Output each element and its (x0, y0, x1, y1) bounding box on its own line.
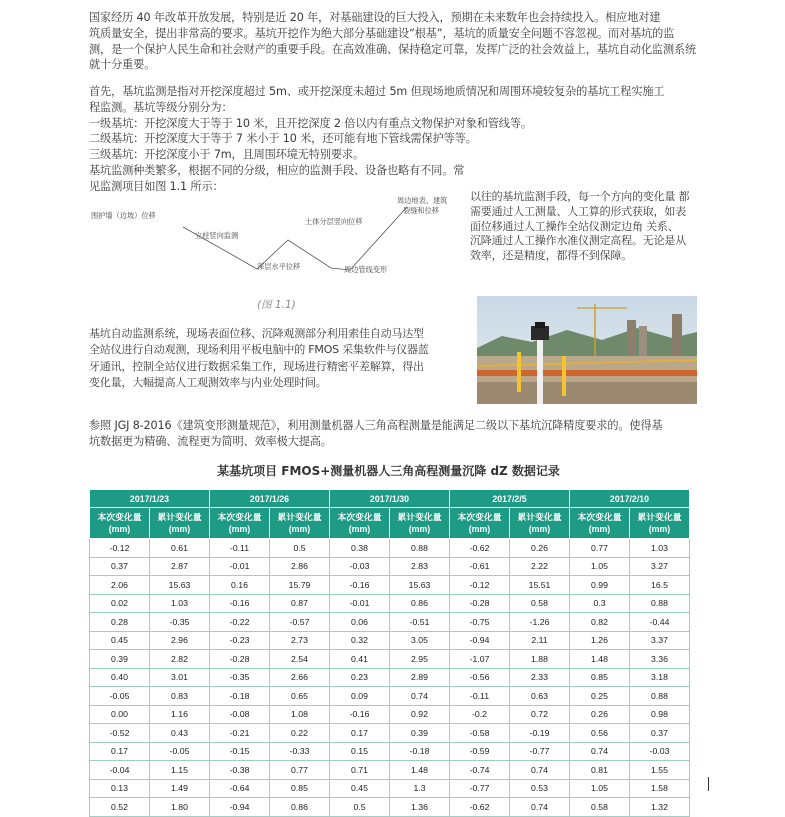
table-cell: 0.5 (330, 798, 390, 817)
table-cell: -0.01 (210, 557, 270, 576)
table-cell: 0.52 (90, 798, 150, 817)
table-cell: -0.58 (450, 724, 510, 743)
text-line: 见监测项目如图 1.1 所示： (89, 179, 224, 193)
table-cell: -0.52 (90, 724, 150, 743)
text-line: 基坑自动监测系统，现场表面位移、沉降观测部分利用索佳自动马达型 (89, 327, 424, 340)
table-cell: 1.03 (630, 539, 690, 558)
table-cell: 0.39 (390, 724, 450, 743)
text-line: 二级基坑：开挖深度大于等于 7 米小于 10 米，还可能有地下管线需保护等等。 (89, 132, 477, 146)
table-cell: 3.36 (630, 650, 690, 669)
column-header-change: 本次变化量 (mm) (210, 508, 270, 539)
table-cell: 1.3 (390, 779, 450, 798)
construction-site-photo (477, 296, 697, 404)
column-header-cumulative: 累计变化量 (mm) (390, 508, 450, 539)
table-row (90, 539, 690, 558)
table-cell: -0.18 (390, 742, 450, 761)
table-cell: 0.83 (150, 687, 210, 706)
table-cell: -0.62 (450, 539, 510, 558)
text-line: 测，是一个保护人民生命和社会财产的重要手段。在高效准确、保持稳定可靠，发挥广泛的社会效益上，基坑自动化监测系统 (89, 42, 697, 56)
table-cell: -0.62 (450, 798, 510, 817)
table-cell: 0.58 (570, 798, 630, 817)
settlement-data-table (89, 489, 690, 817)
text-line: 参照 JGJ 8-2016《建筑变形测量规范》，利用测量机器人三角高程测量是能满足二级以下基坑沉降精度要求的。使得基 (89, 419, 663, 432)
table-row (90, 557, 690, 576)
table-cell: -0.74 (450, 761, 510, 780)
table-cell: 0.43 (150, 724, 210, 743)
table-cell: -0.03 (330, 557, 390, 576)
table-cell: -0.21 (210, 724, 270, 743)
monitoring-diagram (88, 190, 468, 310)
table-cell: 2.89 (390, 668, 450, 687)
text-cursor (708, 777, 709, 791)
table-cell: 1.05 (570, 779, 630, 798)
table-cell: -0.16 (330, 705, 390, 724)
table-cell: -0.75 (450, 613, 510, 632)
table-cell: 2.66 (270, 668, 330, 687)
table-cell: 1.88 (510, 650, 570, 669)
table-cell: 15.51 (510, 576, 570, 595)
table-cell: 0.61 (150, 539, 210, 558)
text-line: 国家经历 40 年改革开放发展，特别是近 20 年，对基础建设的巨大投入，预期在未来数年也会持续投入。相应地对建 (89, 11, 661, 24)
text-line: 程监测。基坑等级分别分为： (89, 100, 233, 114)
table-cell: 0.40 (90, 668, 150, 687)
column-header-cumulative: 累计变化量 (mm) (150, 508, 210, 539)
diagram-label: 立柱竖向监测 (195, 231, 239, 240)
table-cell: 1.58 (630, 779, 690, 798)
table-cell: 0.28 (90, 613, 150, 632)
column-header-change: 本次变化量 (mm) (90, 508, 150, 539)
table-cell: -0.23 (210, 631, 270, 650)
date-header: 2017/1/26 (210, 490, 330, 508)
table-cell: 0.98 (630, 705, 690, 724)
date-header: 2017/1/23 (90, 490, 210, 508)
table-body (90, 539, 690, 817)
text-line: 首先，基坑监测是指对开挖深度超过 5m、或开挖深度未超过 5m 但现场地质情况和周围环境较复杂的基坑工程实施工 (89, 85, 665, 98)
table-cell: -0.64 (210, 779, 270, 798)
table-cell: 3.37 (630, 631, 690, 650)
table-cell: 0.77 (270, 761, 330, 780)
table-cell: 0.13 (90, 779, 150, 798)
table-cell: -0.18 (210, 687, 270, 706)
table-cell: -0.03 (630, 742, 690, 761)
column-header-change: 本次变化量 (mm) (570, 508, 630, 539)
table-cell: 0.65 (270, 687, 330, 706)
table-cell: -0.94 (210, 798, 270, 817)
date-header-row (90, 490, 690, 508)
table-cell: 0.45 (330, 779, 390, 798)
table-row (90, 631, 690, 650)
table-cell: 2.96 (150, 631, 210, 650)
table-cell: -0.51 (390, 613, 450, 632)
reference-paragraph (89, 418, 701, 450)
diagram-label: 裂缝和位移 (403, 206, 439, 215)
levels-paragraph (89, 84, 701, 195)
table-cell: 1.48 (390, 761, 450, 780)
column-header-cumulative: 累计变化量 (mm) (510, 508, 570, 539)
text-line: 以往的基坑监测手段，每一个方向的变化量 都 (470, 190, 690, 203)
table-cell: -0.01 (330, 594, 390, 613)
table-cell: -0.16 (210, 594, 270, 613)
diagram-label: 土体分层竖向位移 (305, 217, 363, 226)
table-cell: 0.86 (270, 798, 330, 817)
table-cell: 1.03 (150, 594, 210, 613)
table-cell: 0.58 (510, 594, 570, 613)
text-line: 需要通过人工测量、人工算的形式获取，如表 (470, 204, 686, 218)
table-cell: 2.87 (150, 557, 210, 576)
table-cell: -0.57 (270, 613, 330, 632)
table-cell: 2.83 (390, 557, 450, 576)
column-header-change: 本次变化量 (mm) (450, 508, 510, 539)
table-cell: -0.38 (210, 761, 270, 780)
table-cell: 2.82 (150, 650, 210, 669)
side-paragraph (470, 190, 715, 264)
table-cell: -0.56 (450, 668, 510, 687)
diagram-label: 周边地表、建筑 (397, 196, 448, 205)
table-cell: 0.37 (90, 557, 150, 576)
table-cell: -0.16 (330, 576, 390, 595)
table-cell: 0.99 (570, 576, 630, 595)
table-cell: -0.35 (210, 668, 270, 687)
table-cell: -0.35 (150, 613, 210, 632)
table-cell: -0.12 (90, 539, 150, 558)
table-row (90, 576, 690, 595)
table-cell: 15.63 (150, 576, 210, 595)
table-cell: 0.39 (90, 650, 150, 669)
column-header-row (90, 508, 690, 539)
table-row (90, 742, 690, 761)
text-line: 筑质量安全，提出非常高的要求。基坑开挖作为绝大部分基础建设“根基”，基坑的质量安全问题不容忽视。而对基坑的监 (89, 26, 675, 40)
column-header-cumulative: 累计变化量 (mm) (630, 508, 690, 539)
table-cell: 0.17 (90, 742, 150, 761)
table-cell: 1.05 (570, 557, 630, 576)
table-row (90, 779, 690, 798)
table-cell: -0.05 (150, 742, 210, 761)
table-cell: -0.12 (450, 576, 510, 595)
table-cell: 2.33 (510, 668, 570, 687)
table-cell: -1.26 (510, 613, 570, 632)
text-line: 变化量，大幅提高人工观测效率与内业处理时间。 (89, 376, 327, 390)
table-cell: 2.22 (510, 557, 570, 576)
table-row (90, 687, 690, 706)
table-row (90, 761, 690, 780)
table-cell: -0.59 (450, 742, 510, 761)
table-cell: -0.05 (90, 687, 150, 706)
date-header: 2017/2/5 (450, 490, 570, 508)
table-cell: 15.79 (270, 576, 330, 595)
table-cell: 0.5 (270, 539, 330, 558)
diagram-label: 围护墙（边坡）位移 (91, 211, 156, 220)
table-cell: 0.00 (90, 705, 150, 724)
table-cell: 0.41 (330, 650, 390, 669)
table-cell: -0.15 (210, 742, 270, 761)
table-cell: 0.85 (270, 779, 330, 798)
table-cell: -0.19 (510, 724, 570, 743)
table-cell: 0.74 (570, 742, 630, 761)
table-row (90, 668, 690, 687)
table-cell: 1.26 (570, 631, 630, 650)
table-cell: 2.54 (270, 650, 330, 669)
table-cell: 0.81 (570, 761, 630, 780)
table-cell: 2.86 (270, 557, 330, 576)
table-cell: 0.82 (570, 613, 630, 632)
table-cell: 0.09 (330, 687, 390, 706)
table-cell: -0.11 (210, 539, 270, 558)
table-cell: 0.63 (510, 687, 570, 706)
table-cell: 0.15 (330, 742, 390, 761)
table-cell: 0.53 (510, 779, 570, 798)
table-cell: -0.28 (210, 650, 270, 669)
table-cell: 3.27 (630, 557, 690, 576)
table-cell: 0.45 (90, 631, 150, 650)
table-cell: 0.92 (390, 705, 450, 724)
table-cell: 0.72 (510, 705, 570, 724)
table-cell: 0.23 (330, 668, 390, 687)
table-cell: 1.48 (570, 650, 630, 669)
table-cell: 0.02 (90, 594, 150, 613)
table-cell: 0.25 (570, 687, 630, 706)
text-line: 就十分重要。 (89, 58, 156, 72)
table-cell: -0.94 (450, 631, 510, 650)
table-cell: -0.33 (270, 742, 330, 761)
table-cell: 0.87 (270, 594, 330, 613)
table-cell: 0.86 (390, 594, 450, 613)
table-cell: 2.95 (390, 650, 450, 669)
table-cell: 0.32 (330, 631, 390, 650)
text-line: 效率，还是精度，都得不到保障。 (470, 249, 632, 263)
table-row (90, 798, 690, 817)
table-row (90, 724, 690, 743)
table-title: 某基坑项目 FMOS+测量机器人三角高程测量沉降 dZ 数据记录 (217, 464, 560, 478)
table-cell: -0.44 (630, 613, 690, 632)
table-cell: 1.16 (150, 705, 210, 724)
column-header-cumulative: 累计变化量 (mm) (270, 508, 330, 539)
table-cell: 0.71 (330, 761, 390, 780)
table-cell: 15.63 (390, 576, 450, 595)
table-cell: 0.26 (570, 705, 630, 724)
intro-paragraph (89, 10, 701, 73)
text-line: 面位移通过人工操作全站仪测定边角 关系、 (470, 219, 679, 233)
text-line: 牙通讯，控制全站仪进行数据采集工作，现场进行精密平差解算，得出 (89, 359, 424, 373)
table-cell: 0.74 (390, 687, 450, 706)
table-cell: -0.04 (90, 761, 150, 780)
table-cell: -0.11 (450, 687, 510, 706)
table-cell: -0.2 (450, 705, 510, 724)
table-cell: 0.06 (330, 613, 390, 632)
table-row (90, 650, 690, 669)
table-cell: -0.08 (210, 705, 270, 724)
diagram-label: 周边管线变形 (344, 265, 388, 274)
diagram-label: 深层水平位移 (257, 262, 301, 271)
column-header-change: 本次变化量 (mm) (330, 508, 390, 539)
auto-monitoring-paragraph (89, 326, 469, 392)
table-cell: -0.77 (450, 779, 510, 798)
table-cell: 0.26 (510, 539, 570, 558)
table-cell: -1.07 (450, 650, 510, 669)
text-line: 沉降通过人工操作水准仪测定高程。无论是从 (470, 234, 686, 248)
table-cell: 0.16 (210, 576, 270, 595)
text-line: 坑数据更为精确、流程更为简明、效率极大提高。 (89, 434, 332, 448)
table-row (90, 613, 690, 632)
text-line: 全站仪进行自动观测，现场利用平板电脑中的 FMOS 采集软件与仪器蓝 (89, 343, 429, 357)
table-cell: 0.88 (390, 539, 450, 558)
table-cell: 1.08 (270, 705, 330, 724)
table-cell: 3.18 (630, 668, 690, 687)
table-cell: 3.05 (390, 631, 450, 650)
table-cell: 0.85 (570, 668, 630, 687)
table-cell: 1.15 (150, 761, 210, 780)
table-cell: 1.49 (150, 779, 210, 798)
table-cell: 0.77 (570, 539, 630, 558)
table-cell: 0.3 (570, 594, 630, 613)
date-header: 2017/2/10 (570, 490, 690, 508)
table-cell: -0.28 (450, 594, 510, 613)
table-cell: -0.22 (210, 613, 270, 632)
table-cell: 0.74 (510, 761, 570, 780)
table-cell: 2.73 (270, 631, 330, 650)
table-cell: 1.36 (390, 798, 450, 817)
table-cell: 3.01 (150, 668, 210, 687)
table-cell: 0.37 (630, 724, 690, 743)
text-line: 基坑监测种类繁多，根据不同的分级，相应的监测手段、设备也略有不同。常 (89, 163, 465, 177)
table-cell: 0.17 (330, 724, 390, 743)
text-line: 一级基坑：开挖深度大于等于 10 米，且开挖深度 2 倍以内有重点文物保护对象和管线等。 (89, 116, 532, 130)
table-cell: 2.06 (90, 576, 150, 595)
table-cell: 0.88 (630, 687, 690, 706)
text-line: 三级基坑：开挖深度小于 7m，且周围环境无特别要求。 (89, 148, 364, 162)
table-cell: 1.80 (150, 798, 210, 817)
date-header: 2017/1/30 (330, 490, 450, 508)
table-cell: 0.22 (270, 724, 330, 743)
table-cell: 1.55 (630, 761, 690, 780)
table-cell: 0.38 (330, 539, 390, 558)
table-row (90, 594, 690, 613)
table-cell: -0.77 (510, 742, 570, 761)
table-cell: 0.88 (630, 594, 690, 613)
table-cell: 16.5 (630, 576, 690, 595)
table-cell: 0.56 (570, 724, 630, 743)
table-row (90, 705, 690, 724)
figure-caption: (图 1.1) (257, 299, 296, 311)
table-cell: 1.32 (630, 798, 690, 817)
table-cell: 0.74 (510, 798, 570, 817)
table-cell: 2.11 (510, 631, 570, 650)
table-cell: -0.61 (450, 557, 510, 576)
